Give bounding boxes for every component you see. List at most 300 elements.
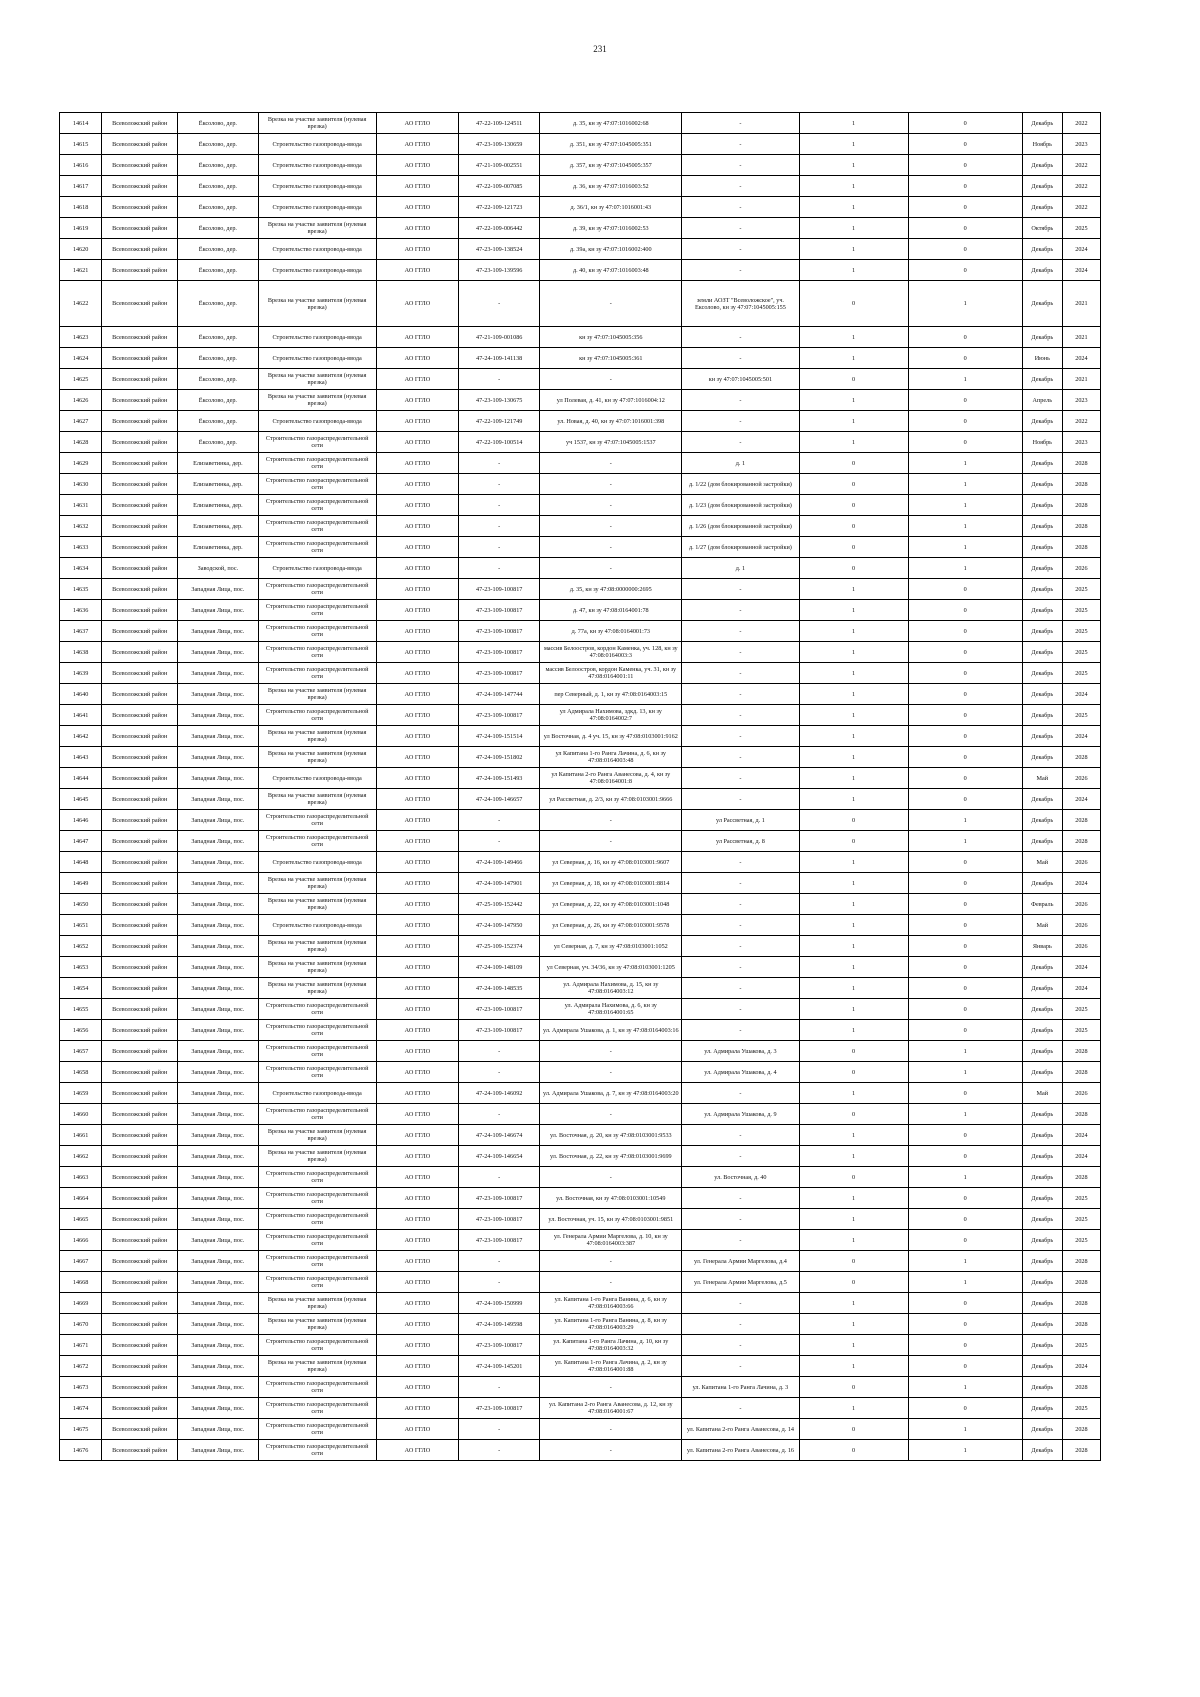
month-cell: Июнь [1022,348,1062,369]
row-number: 14656 [60,1020,102,1041]
district-cell: Всеволожский район [102,369,178,390]
count-b-cell: 0 [908,936,1022,957]
district-cell: Всеволожский район [102,999,178,1020]
address-cell: - [540,369,682,390]
row-number: 14638 [60,642,102,663]
month-cell: Декабрь [1022,642,1062,663]
row-number: 14633 [60,537,102,558]
month-cell: Декабрь [1022,516,1062,537]
organization-cell: АО ГГЛО [376,978,458,999]
organization-cell: АО ГГЛО [376,537,458,558]
table-row [60,600,1101,621]
contract-number-cell: - [459,1377,540,1398]
count-b-cell: 0 [908,579,1022,600]
row-number: 14650 [60,894,102,915]
contract-number-cell: - [459,453,540,474]
settlement-cell: Западная Лица, пос. [178,1041,258,1062]
organization-cell: АО ГГЛО [376,1083,458,1104]
address-alt-cell: - [682,348,799,369]
table-row [60,831,1101,852]
month-cell: Декабрь [1022,1356,1062,1377]
work-type-cell: Строительство газораспределительной сети [258,642,376,663]
settlement-cell: Западная Лица, пос. [178,642,258,663]
month-cell: Декабрь [1022,474,1062,495]
year-cell: 2025 [1062,218,1100,239]
row-number: 14635 [60,579,102,600]
count-a-cell: 1 [799,327,908,348]
district-cell: Всеволожский район [102,705,178,726]
work-type-cell: Строительство газораспределительной сети [258,1230,376,1251]
table-row [60,663,1101,684]
row-number: 14621 [60,260,102,281]
district-cell: Всеволожский район [102,1419,178,1440]
address-alt-cell: - [682,1314,799,1335]
table-row [60,134,1101,155]
district-cell: Всеволожский район [102,789,178,810]
organization-cell: АО ГГЛО [376,810,458,831]
district-cell: Всеволожский район [102,281,178,327]
count-b-cell: 0 [908,894,1022,915]
row-number: 14651 [60,915,102,936]
row-number: 14672 [60,1356,102,1377]
count-a-cell: 0 [799,1041,908,1062]
contract-number-cell: 47-24-109-148109 [459,957,540,978]
year-cell: 2024 [1062,978,1100,999]
table-row [60,113,1101,134]
address-alt-cell: - [682,1230,799,1251]
month-cell: Декабрь [1022,239,1062,260]
row-number: 14645 [60,789,102,810]
district-cell: Всеволожский район [102,558,178,579]
address-cell: д. 39а, кн зу 47:07:1016002:400 [540,239,682,260]
organization-cell: АО ГГЛО [376,1293,458,1314]
organization-cell: АО ГГЛО [376,1335,458,1356]
row-number: 14642 [60,726,102,747]
settlement-cell: Западная Лица, пос. [178,1230,258,1251]
count-a-cell: 1 [799,1335,908,1356]
settlement-cell: Западная Лица, пос. [178,1335,258,1356]
address-alt-cell: - [682,642,799,663]
district-cell: Всеволожский район [102,831,178,852]
month-cell: Февраль [1022,894,1062,915]
contract-number-cell: 47-23-109-130659 [459,134,540,155]
count-b-cell: 1 [908,1104,1022,1125]
month-cell: Декабрь [1022,621,1062,642]
address-cell: - [540,516,682,537]
settlement-cell: Ёксолово, дер. [178,134,258,155]
count-b-cell: 0 [908,348,1022,369]
organization-cell: АО ГГЛО [376,1167,458,1188]
district-cell: Всеволожский район [102,1167,178,1188]
district-cell: Всеволожский район [102,516,178,537]
month-cell: Декабрь [1022,1335,1062,1356]
work-type-cell: Врезка на участке заявителя (нулевая врезка) [258,1293,376,1314]
contract-number-cell: 47-24-109-150999 [459,1293,540,1314]
month-cell: Декабрь [1022,1419,1062,1440]
settlement-cell: Западная Лица, пос. [178,1020,258,1041]
count-a-cell: 1 [799,218,908,239]
month-cell: Декабрь [1022,1104,1062,1125]
work-type-cell: Строительство газораспределительной сети [258,432,376,453]
count-b-cell: 0 [908,432,1022,453]
year-cell: 2026 [1062,768,1100,789]
month-cell: Декабрь [1022,558,1062,579]
address-alt-cell: - [682,915,799,936]
count-a-cell: 0 [799,516,908,537]
address-cell: - [540,558,682,579]
count-a-cell: 0 [799,369,908,390]
address-cell: ул. Капитана 2-го Ранга Аванесова, д. 12, кн зу 47:08:0164001:67 [540,1398,682,1419]
year-cell: 2025 [1062,663,1100,684]
work-type-cell: Врезка на участке заявителя (нулевая врезка) [258,978,376,999]
table-row [60,453,1101,474]
organization-cell: АО ГГЛО [376,936,458,957]
work-type-cell: Строительство газораспределительной сети [258,621,376,642]
district-cell: Всеволожский район [102,1020,178,1041]
address-alt-cell: - [682,747,799,768]
count-a-cell: 1 [799,642,908,663]
count-b-cell: 1 [908,516,1022,537]
address-cell: ул. Восточная, д. 22, кн зу 47:08:0103001:9699 [540,1146,682,1167]
work-type-cell: Врезка на участке заявителя (нулевая врезка) [258,369,376,390]
address-alt-cell: - [682,176,799,197]
count-b-cell: 0 [908,176,1022,197]
organization-cell: АО ГГЛО [376,684,458,705]
count-b-cell: 0 [908,155,1022,176]
year-cell: 2024 [1062,789,1100,810]
contract-number-cell: - [459,1167,540,1188]
year-cell: 2024 [1062,1356,1100,1377]
organization-cell: АО ГГЛО [376,1356,458,1377]
settlement-cell: Ёксолово, дер. [178,155,258,176]
count-a-cell: 0 [799,1251,908,1272]
row-number: 14629 [60,453,102,474]
work-type-cell: Строительство газораспределительной сети [258,1062,376,1083]
month-cell: Декабрь [1022,789,1062,810]
count-a-cell: 1 [799,1293,908,1314]
year-cell: 2022 [1062,113,1100,134]
count-b-cell: 0 [908,1083,1022,1104]
district-cell: Всеволожский район [102,894,178,915]
settlement-cell: Ёксолово, дер. [178,260,258,281]
table-row [60,260,1101,281]
row-number: 14671 [60,1335,102,1356]
contract-number-cell: 47-23-109-130675 [459,390,540,411]
address-cell: ул Восточная, д. 4 уч. 15, кн зу 47:08:0103001:9162 [540,726,682,747]
organization-cell: АО ГГЛО [376,432,458,453]
address-cell: ул Северная, д. 16, кн зу 47:08:0103001:9607 [540,852,682,873]
table-body [60,113,1101,1461]
row-number: 14630 [60,474,102,495]
organization-cell: АО ГГЛО [376,1146,458,1167]
district-cell: Всеволожский район [102,768,178,789]
district-cell: Всеволожский район [102,260,178,281]
count-a-cell: 1 [799,579,908,600]
work-type-cell: Строительство газораспределительной сети [258,831,376,852]
year-cell: 2025 [1062,1230,1100,1251]
month-cell: Май [1022,1083,1062,1104]
district-cell: Всеволожский район [102,810,178,831]
month-cell: Декабрь [1022,1293,1062,1314]
work-type-cell: Врезка на участке заявителя (нулевая врезка) [258,281,376,327]
settlement-cell: Западная Лица, пос. [178,1125,258,1146]
table-row [60,1356,1101,1377]
address-cell: ул. Капитана 1-го Ранга Лачина, д. 2, кн зу 47:08:0164001:88 [540,1356,682,1377]
count-a-cell: 1 [799,999,908,1020]
count-b-cell: 0 [908,915,1022,936]
settlement-cell: Западная Лица, пос. [178,1356,258,1377]
contract-number-cell: 47-23-109-100817 [459,705,540,726]
month-cell: Декабрь [1022,155,1062,176]
district-cell: Всеволожский район [102,1041,178,1062]
address-alt-cell: - [682,239,799,260]
address-cell: ул Капитана 2-го Ранга Аванесова, д. 4, кн зу 47:08:0164001:8 [540,768,682,789]
organization-cell: АО ГГЛО [376,705,458,726]
work-type-cell: Строительство газораспределительной сети [258,495,376,516]
work-type-cell: Строительство газораспределительной сети [258,579,376,600]
table-row [60,348,1101,369]
row-number: 14623 [60,327,102,348]
row-number: 14658 [60,1062,102,1083]
table-row [60,1146,1101,1167]
row-number: 14670 [60,1314,102,1335]
year-cell: 2028 [1062,747,1100,768]
district-cell: Всеволожский район [102,537,178,558]
address-cell: - [540,1377,682,1398]
count-b-cell: 1 [908,1041,1022,1062]
organization-cell: АО ГГЛО [376,155,458,176]
row-number: 14649 [60,873,102,894]
work-type-cell: Строительство газораспределительной сети [258,1398,376,1419]
row-number: 14626 [60,390,102,411]
table-row [60,1125,1101,1146]
address-alt-cell: - [682,621,799,642]
count-b-cell: 0 [908,411,1022,432]
table-row [60,537,1101,558]
count-b-cell: 1 [908,558,1022,579]
count-b-cell: 0 [908,239,1022,260]
page-number: 231 [593,44,607,54]
month-cell: Декабрь [1022,411,1062,432]
address-alt-cell: - [682,327,799,348]
settlement-cell: Западная Лица, пос. [178,1083,258,1104]
table-row [60,1167,1101,1188]
organization-cell: АО ГГЛО [376,1230,458,1251]
count-a-cell: 1 [799,432,908,453]
contract-number-cell: - [459,831,540,852]
count-a-cell: 1 [799,663,908,684]
organization-cell: АО ГГЛО [376,474,458,495]
contract-number-cell: 47-24-109-149466 [459,852,540,873]
address-alt-cell: - [682,600,799,621]
organization-cell: АО ГГЛО [376,558,458,579]
organization-cell: АО ГГЛО [376,663,458,684]
year-cell: 2028 [1062,1167,1100,1188]
year-cell: 2023 [1062,432,1100,453]
work-type-cell: Строительство газораспределительной сети [258,516,376,537]
settlement-cell: Западная Лица, пос. [178,726,258,747]
address-cell: - [540,1167,682,1188]
month-cell: Май [1022,852,1062,873]
month-cell: Декабрь [1022,747,1062,768]
table-row [60,705,1101,726]
settlement-cell: Западная Лица, пос. [178,978,258,999]
work-type-cell: Врезка на участке заявителя (нулевая врезка) [258,789,376,810]
address-alt-cell: - [682,579,799,600]
address-cell: уч 1537, кн зу 47:07:1045005:1537 [540,432,682,453]
month-cell: Май [1022,768,1062,789]
count-b-cell: 1 [908,369,1022,390]
address-cell: ул Северная, д. 18, кн зу 47:08:0103001:8814 [540,873,682,894]
month-cell: Декабрь [1022,1272,1062,1293]
settlement-cell: Ёксолово, дер. [178,390,258,411]
contract-number-cell: 47-24-109-147744 [459,684,540,705]
month-cell: Январь [1022,936,1062,957]
address-cell: ул Рассветная, д. 2/3, кн зу 47:08:0103001:9666 [540,789,682,810]
count-b-cell: 0 [908,873,1022,894]
year-cell: 2028 [1062,516,1100,537]
settlement-cell: Западная Лица, пос. [178,1293,258,1314]
year-cell: 2025 [1062,621,1100,642]
address-alt-cell: - [682,1293,799,1314]
count-b-cell: 0 [908,1230,1022,1251]
settlement-cell: Западная Лица, пос. [178,684,258,705]
count-b-cell: 1 [908,281,1022,327]
address-cell: ул. Восточная, кн зу 47:08:0103001:10549 [540,1188,682,1209]
row-number: 14637 [60,621,102,642]
table-row [60,1041,1101,1062]
district-cell: Всеволожский район [102,1251,178,1272]
work-type-cell: Строительство газопровода-ввода [258,1083,376,1104]
address-cell: пер Северный, д. 1, кн зу 47:08:0164003:15 [540,684,682,705]
address-cell: ул Северная, д. 7, кн зу 47:08:0103001:1052 [540,936,682,957]
month-cell: Май [1022,915,1062,936]
organization-cell: АО ГГЛО [376,600,458,621]
table-row [60,176,1101,197]
count-b-cell: 0 [908,113,1022,134]
settlement-cell: Западная Лица, пос. [178,663,258,684]
count-b-cell: 1 [908,1062,1022,1083]
organization-cell: АО ГГЛО [376,894,458,915]
count-a-cell: 1 [799,726,908,747]
year-cell: 2025 [1062,1188,1100,1209]
year-cell: 2025 [1062,1398,1100,1419]
count-a-cell: 0 [799,1167,908,1188]
year-cell: 2022 [1062,411,1100,432]
work-type-cell: Врезка на участке заявителя (нулевая врезка) [258,1314,376,1335]
year-cell: 2025 [1062,1335,1100,1356]
organization-cell: АО ГГЛО [376,390,458,411]
settlement-cell: Ёксолово, дер. [178,348,258,369]
count-a-cell: 0 [799,1272,908,1293]
organization-cell: АО ГГЛО [376,789,458,810]
address-cell: д. 35, кн зу 47:07:1016002:68 [540,113,682,134]
address-cell: д. 351, кн зу 47:07:1045005:351 [540,134,682,155]
organization-cell: АО ГГЛО [376,1398,458,1419]
contract-number-cell: 47-22-109-100514 [459,432,540,453]
district-cell: Всеволожский район [102,1440,178,1461]
settlement-cell: Ёксолово, дер. [178,281,258,327]
row-number: 14654 [60,978,102,999]
count-a-cell: 0 [799,453,908,474]
address-cell: - [540,281,682,327]
table-row [60,1188,1101,1209]
row-number: 14667 [60,1251,102,1272]
address-cell: массив Белоостров, кордон Каменка, уч. 128, кн зу 47:08:0164003:3 [540,642,682,663]
count-b-cell: 1 [908,495,1022,516]
address-alt-cell: - [682,218,799,239]
count-b-cell: 0 [908,1314,1022,1335]
work-type-cell: Строительство газопровода-ввода [258,155,376,176]
table-row [60,915,1101,936]
address-alt-cell: д. 1 [682,453,799,474]
count-b-cell: 1 [908,453,1022,474]
settlement-cell: Западная Лица, пос. [178,705,258,726]
count-a-cell: 1 [799,1188,908,1209]
work-type-cell: Строительство газораспределительной сети [258,1377,376,1398]
organization-cell: АО ГГЛО [376,1314,458,1335]
count-b-cell: 0 [908,600,1022,621]
month-cell: Декабрь [1022,705,1062,726]
table-row [60,1293,1101,1314]
address-cell: ул. Адмирала Ушакова, д. 7, кн зу 47:08:0164003:20 [540,1083,682,1104]
district-cell: Всеволожский район [102,239,178,260]
count-a-cell: 1 [799,239,908,260]
address-cell: кн зу 47:07:1045005:361 [540,348,682,369]
address-alt-cell: ул. Адмирала Ушакова, д. 4 [682,1062,799,1083]
district-cell: Всеволожский район [102,726,178,747]
organization-cell: АО ГГЛО [376,1104,458,1125]
year-cell: 2026 [1062,915,1100,936]
table-row [60,239,1101,260]
settlement-cell: Западная Лица, пос. [178,621,258,642]
count-b-cell: 1 [908,1377,1022,1398]
address-cell: - [540,831,682,852]
organization-cell: АО ГГЛО [376,1440,458,1461]
count-a-cell: 1 [799,1209,908,1230]
district-cell: Всеволожский район [102,1062,178,1083]
address-alt-cell: ул. Восточная, д. 40 [682,1167,799,1188]
address-alt-cell: - [682,155,799,176]
month-cell: Декабрь [1022,1167,1062,1188]
work-type-cell: Строительство газопровода-ввода [258,915,376,936]
work-type-cell: Врезка на участке заявителя (нулевая врезка) [258,747,376,768]
table-row [60,1377,1101,1398]
district-cell: Всеволожский район [102,1398,178,1419]
count-a-cell: 0 [799,281,908,327]
contract-number-cell: - [459,810,540,831]
organization-cell: АО ГГЛО [376,134,458,155]
address-alt-cell: земли АОЗТ "Всеволожское", уч. Ексолово, кн зу 47:07:1045005:155 [682,281,799,327]
organization-cell: АО ГГЛО [376,218,458,239]
contract-number-cell: 47-24-109-147901 [459,873,540,894]
work-type-cell: Строительство газораспределительной сети [258,600,376,621]
district-cell: Всеволожский район [102,176,178,197]
contract-number-cell: - [459,1062,540,1083]
contract-number-cell: - [459,369,540,390]
table-row [60,495,1101,516]
work-type-cell: Строительство газораспределительной сети [258,705,376,726]
month-cell: Декабрь [1022,600,1062,621]
count-b-cell: 1 [908,831,1022,852]
year-cell: 2026 [1062,1083,1100,1104]
row-number: 14615 [60,134,102,155]
district-cell: Всеволожский район [102,873,178,894]
month-cell: Декабрь [1022,873,1062,894]
row-number: 14624 [60,348,102,369]
address-cell: д. 36/1, кн зу 47:07:1016001:43 [540,197,682,218]
year-cell: 2023 [1062,134,1100,155]
